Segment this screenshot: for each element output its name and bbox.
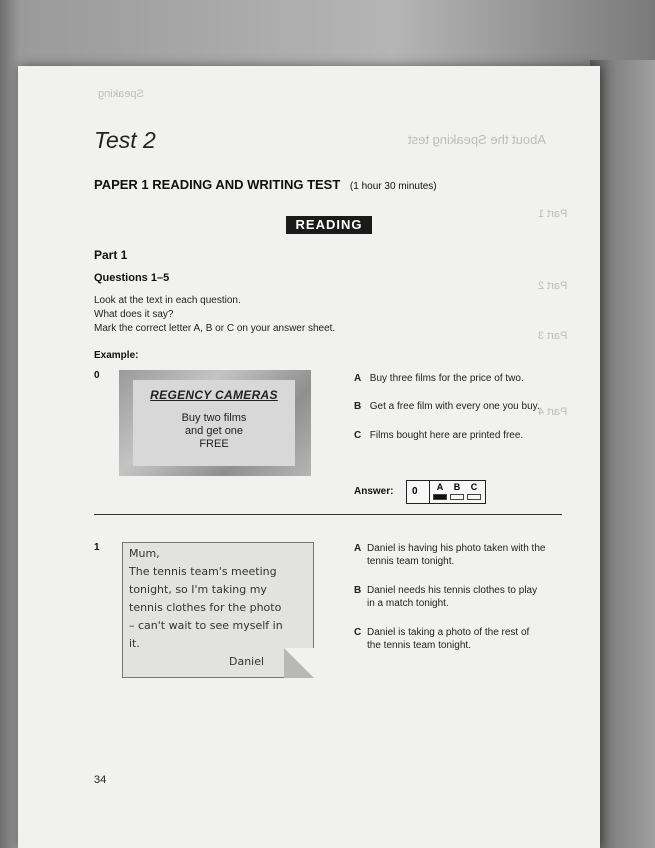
question-1-option-a [354, 542, 545, 568]
book-page [18, 66, 600, 848]
answer-letter-a: A [436, 482, 444, 492]
option-letter: B [354, 585, 362, 596]
note-signature: Daniel [229, 655, 265, 668]
note-line: – can't wait to see myself in [129, 619, 283, 632]
answer-label: Answer: [354, 486, 394, 497]
option-text: in a match tonight. [367, 598, 449, 609]
option-text: Get a free film with every one you buy. [369, 401, 540, 412]
option-text: Daniel is taking a photo of the rest of [367, 627, 530, 638]
option-letter: B [354, 401, 362, 412]
example-label: Example: [94, 350, 139, 361]
paper-title [94, 177, 437, 192]
answer-box [406, 480, 486, 504]
paper-label: PAPER 1 READING AND WRITING TEST [94, 177, 341, 192]
example-number: 0 [94, 370, 100, 381]
option-letter: C [354, 627, 362, 638]
instructions [94, 294, 335, 336]
note-line: Mum, [129, 547, 160, 560]
part-heading: Part 1 [94, 248, 128, 262]
answer-mark-b [450, 494, 464, 500]
option-text: the tennis team tonight. [367, 640, 471, 651]
handwritten-note [122, 542, 314, 678]
option-letter: C [354, 430, 362, 441]
reading-section-banner: READING [286, 216, 372, 234]
notice-line: Buy two films [181, 412, 247, 424]
test-title: Test 2 [94, 127, 156, 153]
instruction-line: What does it say? [94, 309, 174, 320]
page-curl-icon [284, 648, 314, 678]
bleed-header: Speaking [98, 88, 144, 100]
answer-grid [429, 481, 486, 503]
regency-cameras-notice [119, 370, 311, 476]
bleed-part4: Part 4 [538, 406, 568, 418]
notice-body [133, 412, 295, 451]
option-letter: A [354, 373, 362, 384]
question-1-option-c [354, 626, 529, 652]
answer-mark-a-filled [433, 494, 447, 500]
question-1-number: 1 [94, 542, 100, 553]
question-1-option-b [354, 584, 537, 610]
option-text: Daniel is having his photo taken with the [367, 543, 546, 554]
notice-title: REGENCY CAMERAS [150, 388, 278, 402]
instruction-line: Look at the text in each question. [94, 295, 241, 306]
paper-duration: (1 hour 30 minutes) [349, 181, 437, 192]
notice-card [133, 380, 295, 466]
answer-number: 0 [412, 486, 418, 497]
instruction-line: Mark the correct letter A, B or C on your answer sheet. [94, 323, 336, 334]
option-text: Daniel needs his tennis clothes to play [367, 585, 538, 596]
bleed-part1: Part 1 [538, 208, 568, 220]
questions-heading: Questions 1–5 [94, 272, 170, 284]
bleed-heading: About the Speaking test [408, 132, 547, 147]
answer-mark-c [467, 494, 481, 500]
example-option-c [354, 429, 523, 442]
option-text: Buy three films for the price of two. [369, 373, 524, 384]
answer-letter-b: B [453, 482, 461, 492]
note-line: it. [129, 637, 140, 650]
example-option-b [354, 400, 540, 413]
option-text: tennis team tonight. [367, 556, 455, 567]
bleed-part3: Part 3 [538, 330, 568, 342]
notice-line: and get one [184, 425, 244, 437]
section-divider [94, 514, 562, 515]
example-option-a [354, 372, 524, 385]
notice-line: FREE [199, 438, 229, 450]
option-text: Films bought here are printed free. [369, 430, 524, 441]
page-number: 34 [94, 774, 107, 786]
note-line: tennis clothes for the photo [129, 601, 282, 614]
answer-letter-c: C [470, 482, 478, 492]
bleed-part2: Part 2 [538, 280, 568, 292]
note-line: The tennis team's meeting [129, 565, 277, 578]
option-letter: A [354, 543, 362, 554]
note-line: tonight, so I'm taking my [129, 583, 267, 596]
